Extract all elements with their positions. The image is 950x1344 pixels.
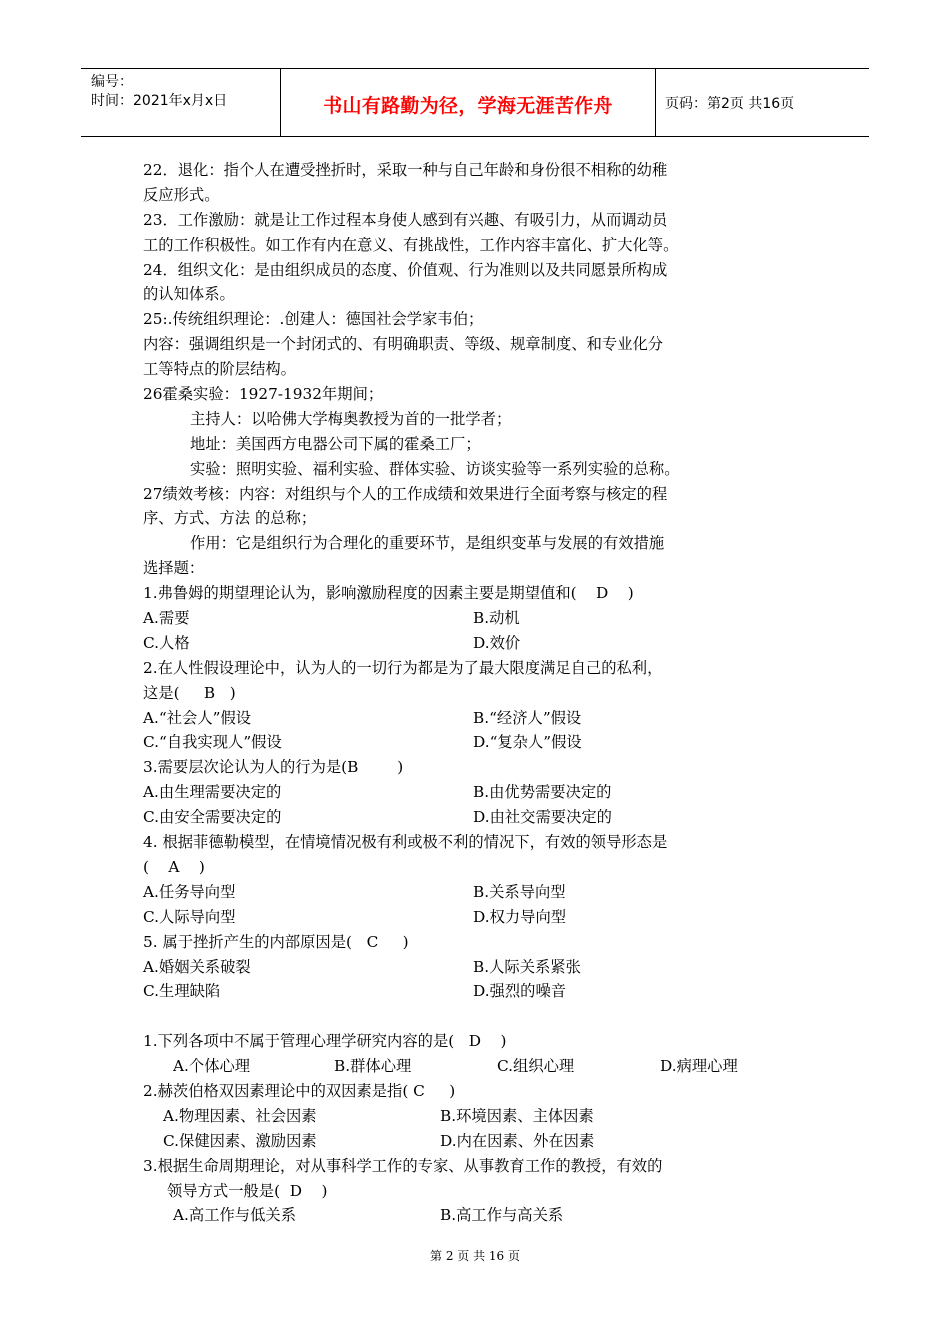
options-row: [143, 730, 813, 755]
option: B.关系导向型: [473, 882, 566, 901]
number-label: 编号：: [91, 74, 133, 90]
option: D.病理心理: [660, 1057, 738, 1076]
options-row: [143, 1104, 813, 1129]
page-label: 页码：第2页 共16页: [665, 96, 795, 112]
text-line: 作用：它是组织行为合理化的重要环节，是组织变革与发展的有效措施: [190, 534, 665, 553]
option: C.“自我实现人”假设: [143, 733, 282, 752]
option: A.个体心理: [173, 1057, 251, 1076]
options-row: [143, 979, 813, 1004]
options-row: [143, 1054, 813, 1079]
text-line: 序、方式、方法 的总称；: [143, 509, 317, 528]
option: B.人际关系紧张: [473, 957, 581, 976]
option: A.需要: [143, 609, 190, 628]
page-footer: 第 2 页 共 16 页: [430, 1249, 520, 1263]
text-line: 26霍桑实验：1927-1932年期间；: [143, 385, 384, 404]
option: B.“经济人”假设: [473, 708, 582, 727]
option: A.由生理需要决定的: [143, 783, 282, 802]
text-line: 27绩效考核：内容：对组织与个人的工作成绩和效果进行全面考察与核定的程: [143, 484, 668, 503]
options-row: [143, 1129, 813, 1154]
options-row: [143, 631, 813, 656]
option: D.“复杂人”假设: [473, 733, 582, 752]
question-2-cont: 这是( B ): [143, 683, 236, 702]
option: D.效价: [473, 633, 521, 652]
header-left: [91, 73, 227, 111]
options-row: [143, 905, 813, 930]
option: C.生理缺陷: [143, 982, 221, 1001]
text-line: 工的工作积极性。如工作有内在意义、有挑战性，工作内容丰富化、扩大化等。: [143, 235, 679, 254]
text-line: 25:.传统组织理论：.创建人：德国社会学家韦伯；: [143, 310, 484, 329]
question-s3: 3.根据生命周期理论，对从事科学工作的专家、从事教育工作的教授，有效的: [143, 1156, 663, 1175]
option: C.人格: [143, 633, 190, 652]
question-4: 4. 根据菲德勒模型，在情境情况极有利或极不利的情况下，有效的领导形态是: [143, 833, 668, 852]
text-line: 主持人：以哈佛大学梅奥教授为首的一批学者；: [190, 409, 512, 428]
option: D.权力导向型: [473, 907, 567, 926]
question-5: 5. 属于挫折产生的内部原因是( C ): [143, 932, 409, 951]
question-4-cont: ( A ): [143, 857, 205, 876]
text-line: 23．工作激励：就是让工作过程本身使人感到有兴趣、有吸引力，从而调动员: [143, 210, 668, 229]
option: D.强烈的噪音: [473, 982, 567, 1001]
option: C.人际导向型: [143, 907, 236, 926]
option: C.由安全需要决定的: [143, 808, 282, 827]
text-line: 22．退化：指个人在遭受挫折时，采取一种与自己年龄和身份很不相称的幼稚: [143, 161, 668, 179]
text-line: 地址：美国西方电器公司下属的霍桑工厂；: [190, 434, 481, 453]
question-2: 2.在人性假设理论中，认为人的一切行为都是为了最大限度满足自己的私利，: [143, 658, 663, 677]
option: B.群体心理: [334, 1057, 412, 1076]
page-header: [81, 68, 869, 137]
options-row: [143, 1203, 813, 1228]
options-row: [143, 706, 813, 731]
option: D.内在因素、外在因素: [440, 1131, 595, 1150]
option: C.组织心理: [497, 1057, 575, 1076]
section-heading: 选择题：: [143, 559, 205, 578]
question-s1: 1.下列各项中不属于管理心理学研究内容的是( D ): [143, 1032, 507, 1051]
option: A.高工作与低关系: [173, 1206, 296, 1225]
document-body: [143, 158, 813, 1228]
text-line: 工等特点的阶层结构。: [143, 360, 296, 379]
question-3: 3.需要层次论认为人的行为是(B ): [143, 758, 404, 777]
options-row: [143, 955, 813, 980]
options-row: [143, 880, 813, 905]
header-divider: [655, 69, 656, 136]
option: A.任务导向型: [143, 882, 236, 901]
option: B.高工作与高关系: [440, 1206, 564, 1225]
options-row: [143, 805, 813, 830]
time-label: 时间：2021年x月x日: [91, 93, 228, 109]
option: A.“社会人”假设: [143, 708, 252, 727]
option: C.保健因素、激励因素: [163, 1131, 317, 1150]
text-line: 24．组织文化：是由组织成员的态度、价值观、行为准则以及共同愿景所构成: [143, 260, 668, 279]
spacer: [143, 1004, 813, 1029]
option: A.物理因素、社会因素: [163, 1106, 317, 1125]
text-line: 反应形式。: [143, 185, 220, 204]
options-row: [143, 606, 813, 631]
text-line: 的认知体系。: [143, 285, 235, 304]
question-1: 1.弗鲁姆的期望理论认为，影响激励程度的因素主要是期望值和( D ): [143, 584, 634, 603]
option: D.由社交需要决定的: [473, 808, 612, 827]
option: A.婚姻关系破裂: [143, 957, 251, 976]
option: B.环境因素、主体因素: [440, 1106, 594, 1125]
option: B.动机: [473, 609, 520, 628]
motto: 书山有路勤为径，学海无涯苦作舟: [323, 95, 613, 117]
text-line: 内容：强调组织是一个封闭式的、有明确职责、等级、规章制度、和专业化分: [143, 335, 664, 354]
options-row: [143, 780, 813, 805]
text-line: 实验：照明实验、福利实验、群体实验、访谈实验等一系列实验的总称。: [190, 459, 680, 478]
question-s2: 2.赫茨伯格双因素理论中的双因素是指( C ): [143, 1081, 456, 1100]
question-s3-cont: 领导方式一般是( D ): [167, 1181, 328, 1200]
option: B.由优势需要决定的: [473, 783, 612, 802]
